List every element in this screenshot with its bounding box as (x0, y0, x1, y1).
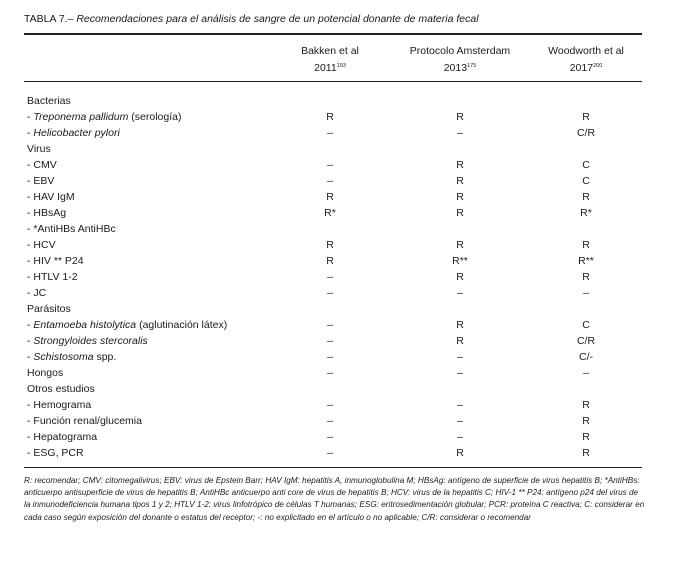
table-cell: R (582, 415, 590, 427)
table-row (24, 173, 642, 189)
table-cell: – (327, 399, 333, 411)
table-cell: – (457, 431, 463, 443)
table-cell: R (456, 319, 464, 331)
table-cell: R** (452, 255, 468, 267)
table-cell: R (326, 255, 334, 267)
row-label: - Strongyloides stercoralis (27, 335, 148, 347)
row-label: Virus (27, 143, 51, 155)
table-cell: R (582, 111, 590, 123)
table-row (24, 157, 642, 173)
row-label: - CMV (27, 159, 57, 171)
table-cell: – (457, 367, 463, 379)
table-cell: C/R (576, 335, 596, 347)
column-header-line1: Bakken et al (301, 45, 359, 57)
column-header-line2: 2017$^{200}$ (569, 62, 603, 74)
table-cell: – (327, 271, 333, 283)
table-cell: – (327, 431, 333, 443)
row-label: - EBV (27, 175, 55, 187)
table-cell: – (583, 367, 589, 379)
table-row (24, 141, 642, 157)
table-cell: – (327, 287, 333, 299)
row-label: - Hepatograma (27, 431, 98, 443)
row-label: Bacterias (27, 95, 71, 107)
table-cell: – (457, 127, 463, 139)
table-row (24, 365, 642, 381)
row-label: - Función renal/glucemia (27, 415, 142, 427)
table-cell: R (456, 207, 464, 219)
table-row (24, 221, 642, 237)
table-row (24, 381, 642, 397)
table-cell: R (582, 239, 590, 251)
table-cell: C (582, 175, 590, 187)
column-header-bakken (265, 44, 395, 76)
table-row (24, 333, 642, 349)
column-header-line1: Woodworth et al (548, 45, 624, 57)
table-cell: – (327, 351, 333, 363)
table-cell: – (327, 447, 333, 459)
table-row (24, 237, 642, 253)
table-row (24, 93, 642, 109)
table-cell: C (582, 159, 590, 171)
table-row (24, 109, 642, 125)
table-cell: R** (578, 255, 594, 267)
table-row (24, 349, 642, 365)
table-cell: R (582, 271, 590, 283)
bottom-rule (24, 467, 642, 468)
table-cell: R (456, 159, 464, 171)
table-cell: R (456, 175, 464, 187)
table-cell: C/R (576, 127, 596, 139)
table-row (24, 429, 642, 445)
table-cell: R (456, 271, 464, 283)
table-row (24, 301, 642, 317)
caption-prefix: TABLA 7.– (24, 13, 77, 25)
table-cell: R* (324, 207, 336, 219)
row-label: - HIV ** P24 (27, 255, 84, 267)
table-cell: – (327, 319, 333, 331)
table-cell: – (457, 351, 463, 363)
table-cell: R (326, 111, 334, 123)
table-cell: – (327, 159, 333, 171)
row-label: - Entamoeba histolytica (aglutinación látex) (27, 319, 228, 331)
table-cell: R (456, 447, 464, 459)
caption-title: Recomendaciones para el análisis de sangre de un potencial donante de materia fecal (76, 13, 479, 25)
table-cell: C (582, 319, 590, 331)
table-cell: – (457, 415, 463, 427)
row-label: - Treponema pallidum (serología) (27, 111, 182, 123)
table-cell: R (582, 431, 590, 443)
row-label: - HBsAg (27, 207, 67, 219)
row-label: - HCV (27, 239, 56, 251)
table-cell: R (326, 191, 334, 203)
table-cell: R (582, 447, 590, 459)
table-cell: – (583, 287, 589, 299)
table-cell: C/- (579, 351, 593, 363)
row-label: - Hemograma (27, 399, 92, 411)
table-body (24, 93, 642, 461)
header-rule (24, 81, 642, 82)
table-row (24, 285, 642, 301)
row-label: - HAV IgM (27, 191, 75, 203)
table-row (24, 397, 642, 413)
table-cell: R (456, 335, 464, 347)
row-label: Otros estudios (27, 383, 95, 395)
row-label: Hongos (27, 367, 64, 379)
table-row (24, 205, 642, 221)
table-cell: – (327, 415, 333, 427)
table-footnote: R: recomendar; CMV: citomegalivirus; EBV: virus de Epstein Barr; HAV IgM: hepatitis A, inmunoglobulina M; HBsAg: antígeno de superficie de virus hepatitis B; *AntiHBs: anticuerpo antisuperficie de virus de hepatitis B; AntiHBc anticuerpo anti core de virus de hepatitis B; HCV: virus de la hepatitis C; HIV-1 ** P24: antígeno p24 del virus de la inmunodeficiencia humana tipos 1 y 2; HTLV 1-2: virus linfotrópico de células T humanas; ESG: eritrosedimentación globular; PCR: proteína C reactiva; C: considerar en cada caso según exposición del donante o estatus del receptor; -: no explicitado en el artículo o no aplicable; C/R: considerar o recomendar (24, 476, 645, 522)
table-row (24, 269, 642, 285)
table-cell: R* (580, 207, 592, 219)
row-label: - *AntiHBs AntiHBc (27, 223, 116, 235)
table-cell: R (456, 239, 464, 251)
column-header-line2: 2011$^{193}$ (314, 62, 346, 74)
column-header-line2: 2013$^{175}$ (443, 62, 477, 74)
table-cell: – (457, 287, 463, 299)
table-cell: – (327, 127, 333, 139)
row-label: - Helicobacter pylori (27, 127, 120, 139)
table-cell: – (457, 399, 463, 411)
row-label: - Schistosoma spp. (27, 351, 117, 363)
row-label: Parásitos (27, 303, 71, 315)
table-caption (24, 13, 479, 25)
table-row (24, 189, 642, 205)
table-cell: R (326, 239, 334, 251)
table-cell: – (327, 367, 333, 379)
row-label: - ESG, PCR (27, 447, 84, 459)
table-cell: – (327, 175, 333, 187)
top-rule (24, 33, 642, 35)
column-header-line1: Protocolo Amsterdam (409, 45, 511, 57)
table-row (24, 317, 642, 333)
table-cell: R (456, 191, 464, 203)
table-cell: – (327, 335, 333, 347)
row-label: - JC (27, 287, 47, 299)
column-header-amsterdam (395, 44, 525, 76)
table-row (24, 413, 642, 429)
table-cell: R (582, 191, 590, 203)
table-row (24, 253, 642, 269)
table-row (24, 125, 642, 141)
column-header-woodworth (521, 44, 651, 76)
table-cell: R (582, 399, 590, 411)
table-row (24, 445, 642, 461)
table-cell: R (456, 111, 464, 123)
row-label: - HTLV 1-2 (27, 271, 78, 283)
